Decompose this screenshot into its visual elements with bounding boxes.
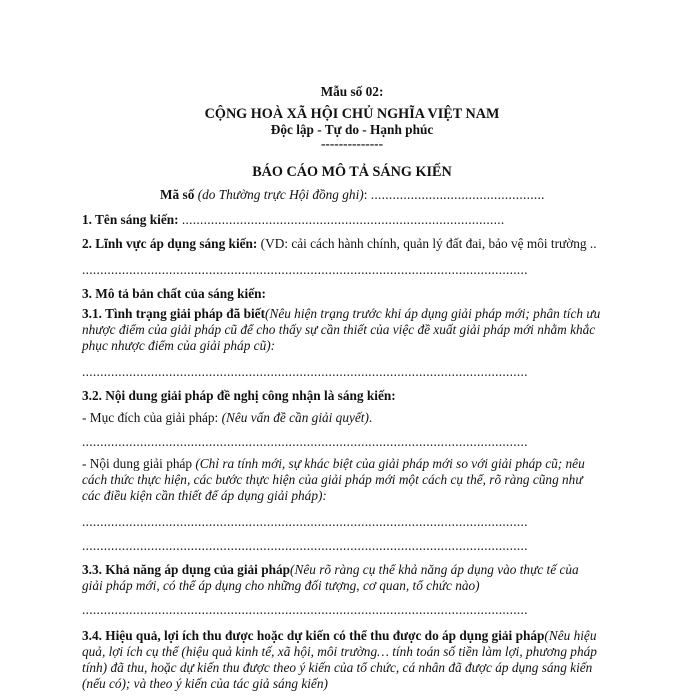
section-3-4-label: 3.4. Hiệu quả, lợi ích thu được hoặc dự kiến có thể thu được do áp dụng giải pháp bbox=[82, 628, 545, 643]
section-3-1-line-1 bbox=[82, 306, 622, 322]
purpose-line bbox=[82, 410, 622, 426]
code-label: Mã số bbox=[160, 187, 195, 202]
content-text: - Nội dung giải pháp bbox=[82, 456, 196, 471]
country-name: CỘNG HOÀ XÃ HỘI CHỦ NGHĨA VIỆT NAM bbox=[204, 106, 500, 122]
section-3-3-line-2: giải pháp mới, có thể áp dụng cho những đối tượng, cơ quan, tổ chức nào) bbox=[82, 578, 480, 593]
code-hint: (do Thường trực Hội đồng ghi) bbox=[197, 187, 364, 202]
section-2-label: 2. Lĩnh vực áp dụng sáng kiến: bbox=[82, 236, 258, 251]
section-3-4-line-2: quả, lợi ích cụ thể (hiệu quả kinh tế, xã hội, môi trường… tính toán số tiền làm lợi, phương pháp bbox=[82, 644, 597, 659]
purpose-hint: (Nêu vấn đề cần giải quyết) bbox=[221, 410, 369, 425]
content-line-2: cách thức thực hiện, các bước thực hiện của giải pháp mới một cách cụ thể, rõ ràng cũng như bbox=[82, 472, 583, 487]
dot-line-6: ........................................................................................................................... bbox=[82, 602, 528, 617]
section-3-4-line-4: (nếu có); và theo ý kiến của tác giả sáng kiến) bbox=[82, 676, 328, 691]
national-motto: Độc lập - Tự do - Hạnh phúc bbox=[270, 122, 434, 137]
dot-line-1: ........................................................................................................................... bbox=[82, 262, 528, 277]
code-dots: ................................................ bbox=[370, 187, 545, 202]
section-3-1-hint-1: (Nêu hiện trạng trước khi áp dụng giải pháp mới; phân tích ưu bbox=[265, 306, 601, 321]
content-line-3: các điều kiện cần thiết để áp dụng giải pháp): bbox=[82, 488, 327, 503]
section-3-3-hint-1: (Nêu rõ ràng cụ thể khả năng áp dụng vào thực tế của bbox=[290, 562, 579, 577]
section-3-3-line-1 bbox=[82, 562, 622, 578]
document-title: BÁO CÁO MÔ TẢ SÁNG KIẾN bbox=[252, 164, 452, 180]
section-3-heading: 3. Mô tả bản chất của sáng kiến: bbox=[82, 286, 266, 301]
section-3-1-line-2: nhược điểm của giải pháp cũ để cho thấy sự cần thiết của việc đề xuất giải pháp mới nhằm khắc bbox=[82, 322, 596, 337]
section-3-4-hint-1: (Nêu hiệu bbox=[544, 628, 597, 643]
section-3-4-line-3: tính) đã thu, hoặc dự kiến thu được theo ý kiến của tổ chức, cá nhân đã được áp dụng sáng kiến bbox=[82, 660, 593, 675]
dot-line-2: ........................................................................................................................... bbox=[82, 364, 528, 379]
section-2-line bbox=[82, 236, 622, 252]
section-1-line bbox=[82, 212, 622, 228]
section-1-dots: ......................................................................................... bbox=[181, 212, 505, 227]
content-line-1 bbox=[82, 456, 622, 472]
header-rule: -------------- bbox=[321, 136, 383, 151]
section-1-label: 1. Tên sáng kiến: bbox=[82, 212, 179, 227]
dot-line-3: ........................................................................................................................... bbox=[82, 434, 528, 449]
section-3-3-label: 3.3. Khả năng áp dụng của giải pháp bbox=[82, 562, 291, 577]
section-2-text: (VD: cải cách hành chính, quản lý đất đai, bảo vệ môi trường .. bbox=[257, 236, 597, 251]
section-3-2-heading: 3.2. Nội dung giải pháp đề nghị công nhận là sáng kiến: bbox=[82, 388, 396, 403]
dot-line-4: ........................................................................................................................... bbox=[82, 514, 528, 529]
form-number: Mẫu số 02: bbox=[320, 84, 384, 99]
section-3-1-line-3: phục nhược điểm của giải pháp cũ): bbox=[82, 338, 276, 353]
code-line bbox=[160, 187, 640, 203]
dot-line-5: ........................................................................................................................... bbox=[82, 538, 528, 553]
content-hint-1: (Chỉ ra tính mới, sự khác biệt của giải pháp mới so với giải pháp cũ; nêu bbox=[195, 456, 585, 471]
purpose-text: - Mục đích của giải pháp: bbox=[82, 410, 222, 425]
purpose-end: . bbox=[368, 410, 373, 425]
code-colon: : bbox=[363, 187, 368, 202]
section-3-4-line-1 bbox=[82, 628, 622, 644]
section-3-1-label: 3.1. Tình trạng giải pháp đã biết bbox=[82, 306, 266, 321]
